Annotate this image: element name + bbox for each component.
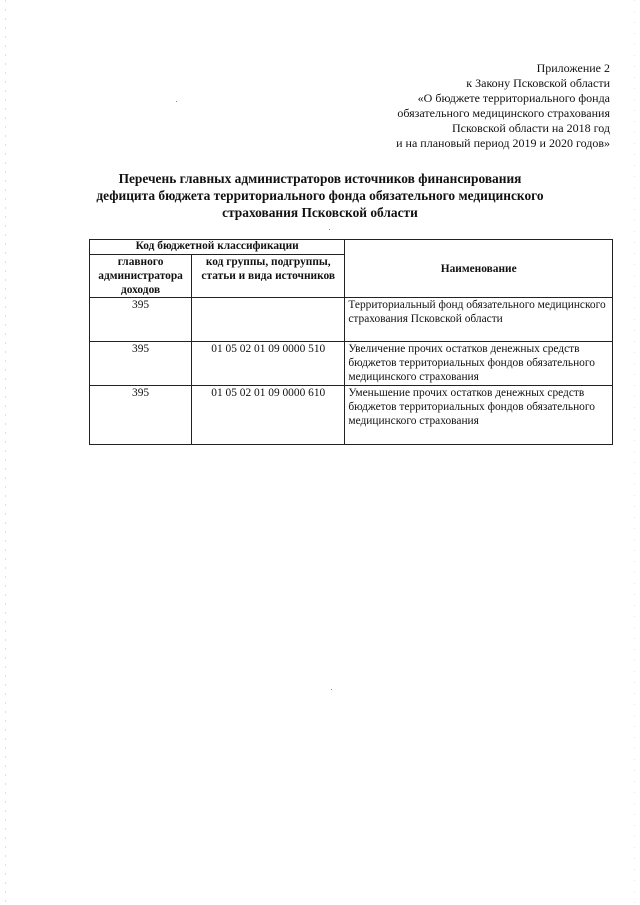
appendix-line: к Закону Псковской области [466,76,610,90]
scan-edge-left [5,0,6,905]
code-cell: 01 05 02 01 09 0000 610 [192,386,345,445]
name-header: Наименование [345,240,613,298]
admin-header: главного администратора доходов [90,255,192,298]
scan-speck [329,229,330,230]
name-cell: Территориальный фонд обязательного медицинского страхования Псковской области [345,298,613,342]
appendix-line: Приложение 2 [536,61,610,75]
appendix-line: Псковской области на 2018 год [451,121,610,135]
title-line: страхования Псковской области [222,205,418,220]
document-title [60,170,580,221]
name-cell: Увеличение прочих остатков денежных средств бюджетов территориальных фондов обязательного медицинского страхования [345,342,613,386]
table-header-row [90,240,613,255]
name-cell: Уменьшение прочих остатков денежных средств бюджетов территориальных фондов обязательного медицинского страхования [345,386,613,445]
admin-cell: 395 [90,298,192,342]
code-cell: 01 05 02 01 09 0000 510 [192,342,345,386]
admin-cell: 395 [90,386,192,445]
group-header: Код бюджетной классификации [90,240,345,255]
appendix-line: «О бюджете территориального фонда [417,91,610,105]
table-row [90,386,613,445]
budget-classification-table [89,239,613,445]
title-line: дефицита бюджета территориального фонда обязательного медицинского [96,188,544,203]
title-line: Перечень главных администраторов источников финансирования [118,171,522,186]
code-cell [192,298,345,342]
scan-speck [176,101,177,102]
appendix-reference [280,61,610,151]
table-row [90,298,613,342]
scan-edge-right [634,0,635,905]
appendix-line: и на плановый период 2019 и 2020 годов» [396,136,610,150]
table-row [90,342,613,386]
scan-speck [331,689,332,690]
code-header: код группы, подгруппы, статьи и вида источников [192,255,345,298]
admin-cell: 395 [90,342,192,386]
appendix-line: обязательного медицинского страхования [397,106,610,120]
